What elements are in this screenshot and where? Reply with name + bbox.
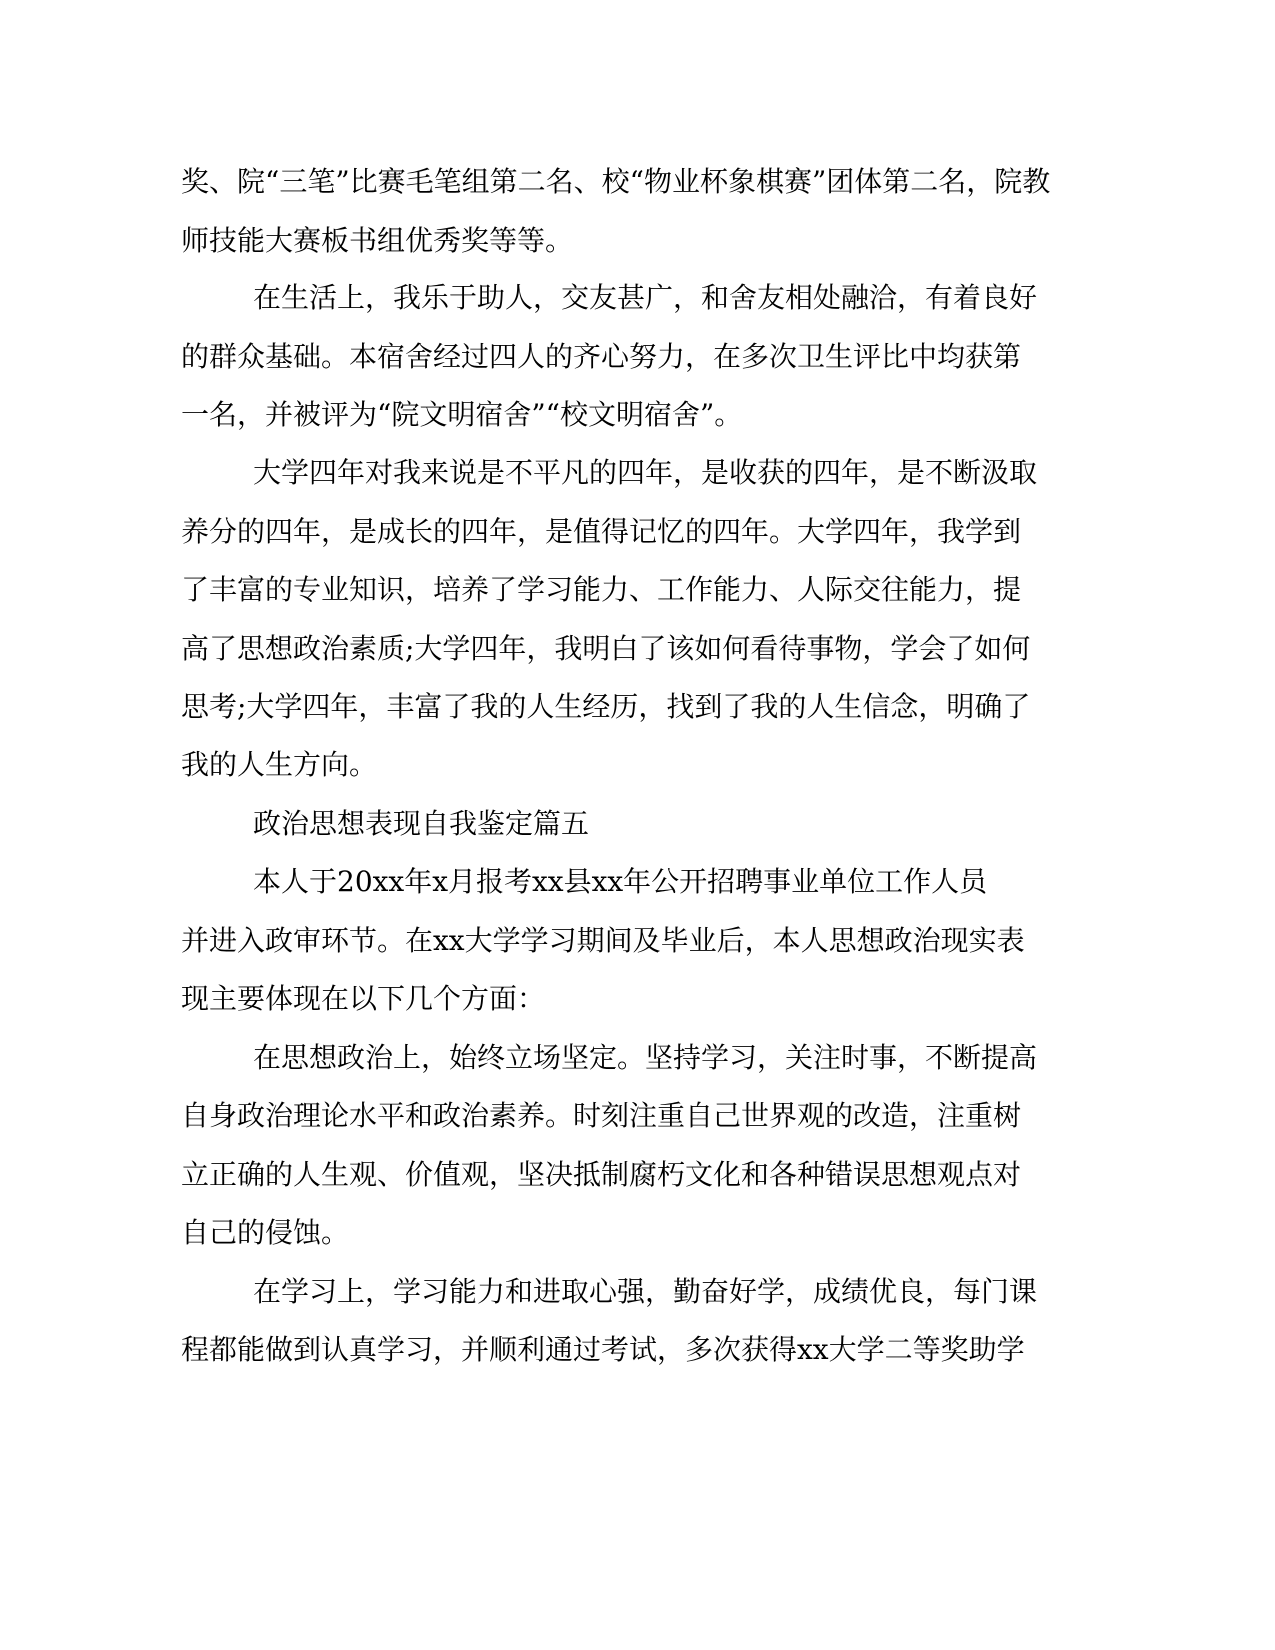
text-line: 大学四年对我来说是不平凡的四年，是收获的四年，是不断汲取 — [253, 456, 1038, 489]
section-heading: 政治思想表现自我鉴定篇五 — [253, 807, 590, 840]
text-line: 现主要体现在以下几个方面： — [181, 982, 546, 1015]
text-line: 本人于20xx年x月报考xx县xx年公开招聘事业单位工作人员 — [253, 865, 988, 898]
text-line: 一名，并被评为“院文明宿舍”“校文明宿舍”。 — [181, 398, 743, 431]
text-line: 在生活上，我乐于助人，交友甚广，和舍友相处融洽，有着良好 — [253, 281, 1038, 314]
text-line: 养分的四年，是成长的四年，是值得记忆的四年。大学四年，我学到 — [181, 515, 1022, 548]
text-line: 奖、院“三笔”比赛毛笔组第二名、校“物业杯象棋赛”团体第二名，院教 — [181, 165, 1051, 198]
text-line: 高了思想政治素质;大学四年，我明白了该如何看待事物，学会了如何 — [181, 632, 1031, 665]
text-line: 我的人生方向。 — [181, 748, 378, 781]
text-line: 在思想政治上，始终立场坚定。坚持学习，关注时事，不断提高 — [253, 1041, 1038, 1074]
text-line: 程都能做到认真学习，并顺利通过考试，多次获得xx大学二等奖助学 — [181, 1333, 1025, 1366]
text-line: 自己的侵蚀。 — [181, 1216, 350, 1249]
text-line: 并进入政审环节。在xx大学学习期间及毕业后，本人思想政治现实表 — [181, 924, 1025, 957]
text-line: 思考;大学四年，丰富了我的人生经历，找到了我的人生信念，明确了 — [181, 690, 1031, 723]
text-line: 在学习上，学习能力和进取心强，勤奋好学，成绩优良，每门课 — [253, 1275, 1038, 1308]
text-line: 立正确的人生观、价值观，坚决抵制腐朽文化和各种错误思想观点对 — [181, 1158, 1022, 1191]
text-line: 师技能大赛板书组优秀奖等等。 — [181, 224, 574, 257]
text-line: 了丰富的专业知识，培养了学习能力、工作能力、人际交往能力，提 — [181, 573, 1022, 606]
text-line: 的群众基础。本宿舍经过四人的齐心努力，在多次卫生评比中均获第 — [181, 340, 1022, 373]
text-line: 自身政治理论水平和政治素养。时刻注重自己世界观的改造，注重树 — [181, 1099, 1022, 1132]
